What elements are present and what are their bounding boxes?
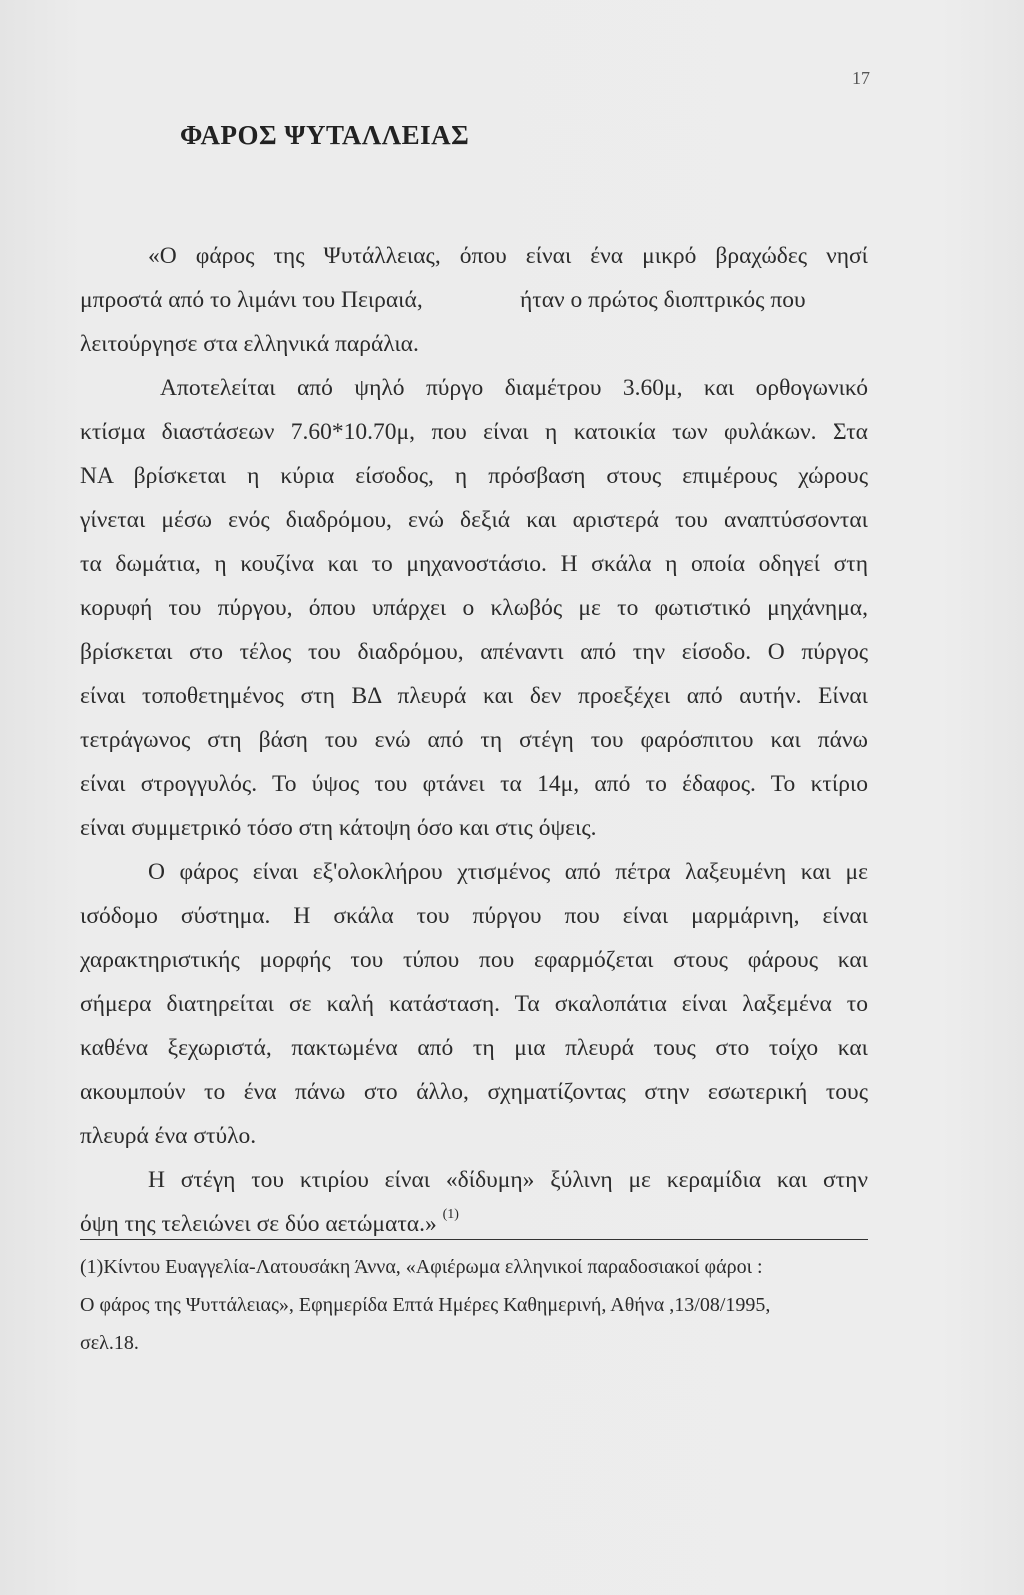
- footnote-line: Ο φάρος της Ψυττάλειας», Εφημερίδα Επτά Ημέρες Καθημερινή, Αθήνα ,13/08/1995,: [80, 1294, 771, 1316]
- body-line: είναι συμμετρικό τόσο στη κάτοψη όσο και στις όψεις.: [80, 815, 597, 841]
- footnote-line: σελ.18.: [80, 1332, 139, 1354]
- body-line: ήταν ο πρώτος διοπτρικός που: [520, 287, 806, 313]
- footnote-divider: [80, 1239, 868, 1240]
- body-line: Η στέγη του κτιρίου είναι «δίδυμη» ξύλινη με κεραμίδια και στην: [148, 1167, 868, 1193]
- body-line: ισόδομο σύστημα. Η σκάλα του πύργου που είναι μαρμάρινη, είναι: [80, 903, 868, 929]
- body-line: γίνεται μέσω ενός διαδρόμου, ενώ δεξιά και αριστερά του αναπτύσσονται: [80, 507, 868, 533]
- body-line: όψη της τελειώνει σε δύο αετώματα.»: [80, 1211, 437, 1237]
- body-line: βρίσκεται στο τέλος του διαδρόμου, απέναντι από την είσοδο. Ο πύργος: [80, 639, 868, 665]
- body-line: είναι στρογγυλός. Το ύψος του φτάνει τα 14μ, από το έδαφος. Το κτίριο: [80, 771, 868, 797]
- footnote-line: (1)Κίντου Ευαγγελία-Λατουσάκη Άννα, «Αφιέρωμα ελληνικοί παραδοσιακοί φάροι :: [80, 1256, 763, 1278]
- page-number: 17: [852, 68, 870, 88]
- body-line: τα δωμάτια, η κουζίνα και το μηχανοστάσιο. Η σκάλα η οποία οδηγεί στη: [80, 551, 868, 577]
- body-line: σήμερα διατηρείται σε καλή κατάσταση. Τα σκαλοπάτια είναι λαξεμένα το: [80, 991, 868, 1017]
- body-line: κορυφή του πύργου, όπου υπάρχει ο κλωβός με το φωτιστικό μηχάνημα,: [80, 595, 868, 621]
- body-line: πλευρά ένα στύλο.: [80, 1123, 257, 1149]
- body-line: κτίσμα διαστάσεων 7.60*10.70μ, που είναι η κατοικία των φυλάκων. Στα: [80, 419, 868, 445]
- page-title: ΦΑΡΟΣ ΨΥΤΑΛΛΕΙΑΣ: [180, 120, 470, 150]
- footnote-marker: (1): [442, 1207, 459, 1223]
- body-line: ακουμπούν το ένα πάνω στο άλλο, σχηματίζοντας στην εσωτερική τους: [80, 1079, 868, 1105]
- body-line-last: [80, 1207, 459, 1238]
- body-line: καθένα ξεχωριστά, πακτωμένα από τη μια πλευρά τους στο τοίχο και: [80, 1035, 868, 1061]
- body-line: «Ο φάρος της Ψυτάλλειας, όπου είναι ένα μικρό βραχώδες νησί: [148, 243, 868, 269]
- body-line: τετράγωνος στη βάση του ενώ από τη στέγη του φαρόσπιτου και πάνω: [80, 727, 868, 753]
- body-line: Αποτελείται από ψηλό πύργο διαμέτρου 3.60μ, και ορθογωνικό: [160, 375, 868, 401]
- body-line: ΝΑ βρίσκεται η κύρια είσοδος, η πρόσβαση στους επιμέρους χώρους: [80, 463, 868, 489]
- body-line: χαρακτηριστικής μορφής του τύπου που εφαρμόζεται στους φάρους και: [80, 947, 868, 973]
- body-line: Ο φάρος είναι εξ'ολοκλήρου χτισμένος από πέτρα λαξευμένη και με: [148, 859, 868, 885]
- body-line: λειτούργησε στα ελληνικά παράλια.: [80, 331, 419, 357]
- body-line: μπροστά από το λιμάνι του Πειραιά,: [80, 287, 423, 313]
- body-line: είναι τοποθετημένος στη ΒΔ πλευρά και δεν προεξέχει από αυτήν. Είναι: [80, 683, 868, 709]
